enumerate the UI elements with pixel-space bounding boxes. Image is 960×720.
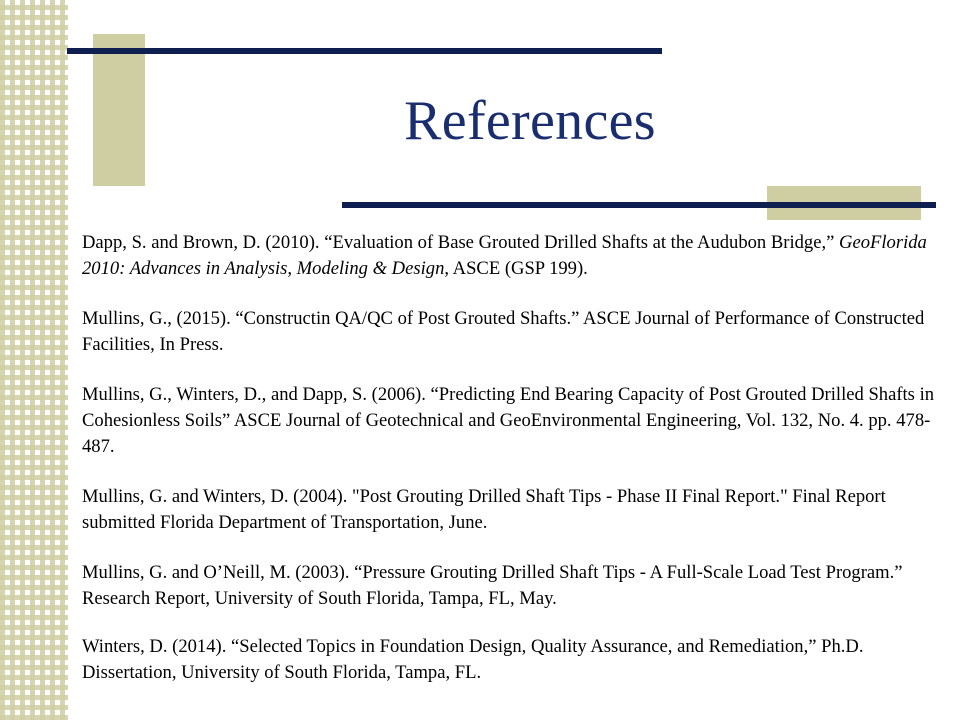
reference-text: Mullins, G. and Winters, D. (2004). "Post Grouting Drilled Shaft Tips - Phase II Final Report." Final Report submitted Florida Department of Transportation, June. [82, 486, 886, 533]
reference-item [82, 484, 942, 536]
reference-item [82, 230, 942, 282]
reference-publication-title: GeoFlorida 2010: Advances in Analysis, Modeling & Design [82, 232, 927, 279]
reference-text-tail: , ASCE (GSP 199). [444, 258, 588, 279]
reference-item [82, 634, 942, 686]
accent-block-left [93, 34, 145, 186]
slide-title: References [404, 90, 656, 152]
plaid-border-decoration [0, 0, 68, 720]
reference-item [82, 560, 942, 612]
reference-text: Mullins, G. and O’Neill, M. (2003). “Pressure Grouting Drilled Shaft Tips - A Full-Scale Load Test Program.” Research Report, University of South Florida, Tampa, FL, May. [82, 562, 903, 609]
reference-text: Mullins, G., (2015). “Constructin QA/QC of Post Grouted Shafts.” ASCE Journal of Performance of Constructed Facilities, In Press. [82, 308, 925, 355]
reference-list [82, 230, 942, 710]
reference-item [82, 306, 942, 358]
reference-text: Dapp, S. and Brown, D. (2010). “Evaluation of Base Grouted Drilled Shafts at the Audubon Bridge,” [82, 232, 840, 253]
title-bar-top [67, 48, 662, 54]
reference-text: Winters, D. (2014). “Selected Topics in Foundation Design, Quality Assurance, and Remediation,” Ph.D. Dissertation, University of South Florida, Tampa, FL. [82, 636, 864, 683]
reference-item [82, 382, 942, 460]
reference-text: Mullins, G., Winters, D., and Dapp, S. (2006). “Predicting End Bearing Capacity of Post Grouted Drilled Shafts in Cohesionless Soils” ASCE Journal of Geotechnical and GeoEnvironmental Engineering, Vol. 132, No. 4. pp. 478-487. [82, 384, 935, 457]
title-bar-bottom [342, 202, 936, 208]
